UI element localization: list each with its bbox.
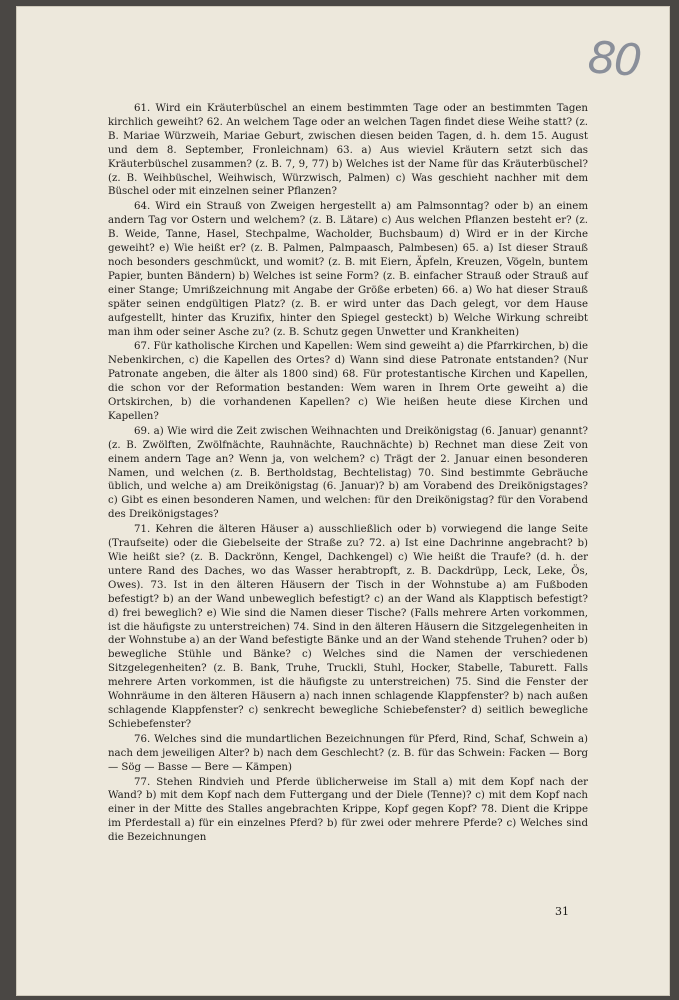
paragraph-64-66: 64. Wird ein Strauß von Zweigen hergestellt a) am Palmsonntag? oder b) an einem andern Tag vor Ostern und welchem? (z. B. Lätare) c) Aus welchen Pflanzen besteht er? (z. B. Weide, Tanne, Hasel, Stechpalme, Wacholder, Buchsbaum) d) Wird er in der Kirche geweiht? e) Wie heißt er? (z. B. Palmen, Palmpaasch, Palmbesen) 65. a) Ist dieser Strauß noch besonders geschmückt, und womit? (z. B. mit Eiern, Äpfeln, Kreuzen, Vögeln, buntem Papier, bunten Bändern) b) Welches ist seine Form? (z. B. einfacher Strauß oder Strauß auf einer Stange; Umrißzeichnung mit Angabe der Größe erbeten) 66. a) Wo hat dieser Strauß später seinen endgültigen Platz? (z. B. er wird unter das Dach gelegt, vor dem Hause aufgestellt, hinter das Kruzifix, hinter den Spiegel gesteckt) b) Welche Wirkung schreibt man ihm oder seiner Asche zu? (z. B. Schutz gegen Unwetter und Krankheiten) xyxy=(108,201,588,338)
paragraph-69-70: 69. a) Wie wird die Zeit zwischen Weihnachten und Dreikönigstag (6. Januar) genannt? (z. B. Zwölften, Zwölfnächte, Rauhnächte, Rauchnächte) b) Rechnet man diese Zeit von einem andern Tage an? Wenn ja, von welchem? c) Trägt der 2. Januar einen besonderen Namen, und welchen (z. B. Bertholdstag, Bechtelistag) 70. Sind bestimmte Gebräuche üblich, und welche a) am Dreikönigstag (6. Januar)? b) am Vorabend des Dreikönigstages? c) Gibt es einen besonderen Namen, und welchen: für den Dreikönigstag? für den Vorabend des Dreikönigstages? xyxy=(108,425,588,521)
paragraph-71-75: 71. Kehren die älteren Häuser a) ausschließlich oder b) vorwiegend die lange Seite (Traufseite) oder die Giebelseite der Straße zu? 72. a) Ist eine Dachrinne angebracht? b) Wie heißt sie? (z. B. Dackrönn, Kengel, Dachkengel) c) Wie heißt die Traufe? (d. h. der untere Rand des Daches, wo das Wasser herabtropft, z. B. Dackdrüpp, Leck, Leke, Ös, Owes). 73. Ist in den älteren Häusern der Tisch in der Wohnstube a) am Fußboden befestigt? b) an der Wand unbeweglich befestigt? c) an der Wand als Klapptisch befestigt? d) frei beweglich? e) Wie sind die Namen dieser Tische? (Falls mehrere Arten vorkommen, ist die häufigste zu unterstreichen) 74. Sind in den älteren Häusern die Sitzgelegenheiten in der Wohnstube a) an der Wand befestigte Bänke und an der Wand stehende Truhen? oder b) bewegliche Stühle und Bänke? c) Welches sind die Namen der verschiedenen Sitzgelegenheiten? (z. B. Bank, Truhe, Truckli, Stuhl, Hocker, Stabelle, Taburett. Falls mehrere Arten vorkommen, ist die häufigste zu unterstreichen) 75. Sind die Fenster der Wohnräume in den älteren Häusern a) nach innen schlagende Klappfenster? b) nach außen schlagende Klappfenster? c) senkrecht bewegliche Schiebefenster? d) seitlich bewegliche Schiebefenster? xyxy=(108,524,588,730)
questionnaire-text xyxy=(108,102,588,846)
handwritten-page-note: 80 xyxy=(586,32,642,87)
paragraph-76: 76. Welches sind die mundartlichen Bezeichnungen für Pferd, Rind, Schaf, Schwein a) nach dem jeweiligen Alter? b) nach dem Geschlecht? (z. B. für das Schwein: Facken — Borg — Sög — Basse — Bere — Kämpen) xyxy=(108,733,588,773)
paragraph-77-78: 77. Stehen Rindvieh und Pferde üblicherweise im Stall a) mit dem Kopf nach der Wand? b) mit dem Kopf nach dem Futtergang und der Diele (Tenne)? c) mit dem Kopf nach einer in der Mitte des Stalles angebrachten Krippe, Kopf gegen Kopf? 78. Dient die Krippe im Pferdestall a) für ein einzelnes Pferd? b) für zwei oder mehrere Pferde? c) Welches sind die Bezeichnungen xyxy=(108,776,588,844)
document-page xyxy=(16,6,670,996)
paragraph-67-68: 67. Für katholische Kirchen und Kapellen: Wem sind geweiht a) die Pfarrkirchen, b) die Nebenkirchen, c) die Kapellen des Ortes? d) Wann sind diese Patronate entstanden? (Nur Patronate angeben, die älter als 1800 sind) 68. Für protestantische Kirchen und Kapellen, die schon vor der Reformation bestanden: Wem waren in Ihrem Orte geweiht a) die Ortskirchen, b) die vorhandenen Kapellen? c) Wie heißen heute diese Kirchen und Kapellen? xyxy=(108,341,588,422)
paragraph-61-63: 61. Wird ein Kräuterbüschel an einem bestimmten Tage oder an bestimmten Tagen kirchlich geweiht? 62. An welchem Tage oder an welchen Tagen findet diese Weihe statt? (z. B. Mariae Würzweih, Mariae Geburt, zwischen diesen beiden Tagen, d. h. dem 15. August und dem 8. September, Fronleichnam) 63. a) Aus wieviel Kräutern setzt sich das Kräuterbüschel zusammen? (z. B. 7, 9, 77) b) Welches ist der Name für das Kräuterbüschel? (z. B. Weihbüschel, Weihwisch, Würzwisch, Palmen) c) Was geschieht nachher mit dem Büschel oder mit einzelnen seiner Pflanzen? xyxy=(108,103,588,198)
page-number: 31 xyxy=(555,905,569,918)
